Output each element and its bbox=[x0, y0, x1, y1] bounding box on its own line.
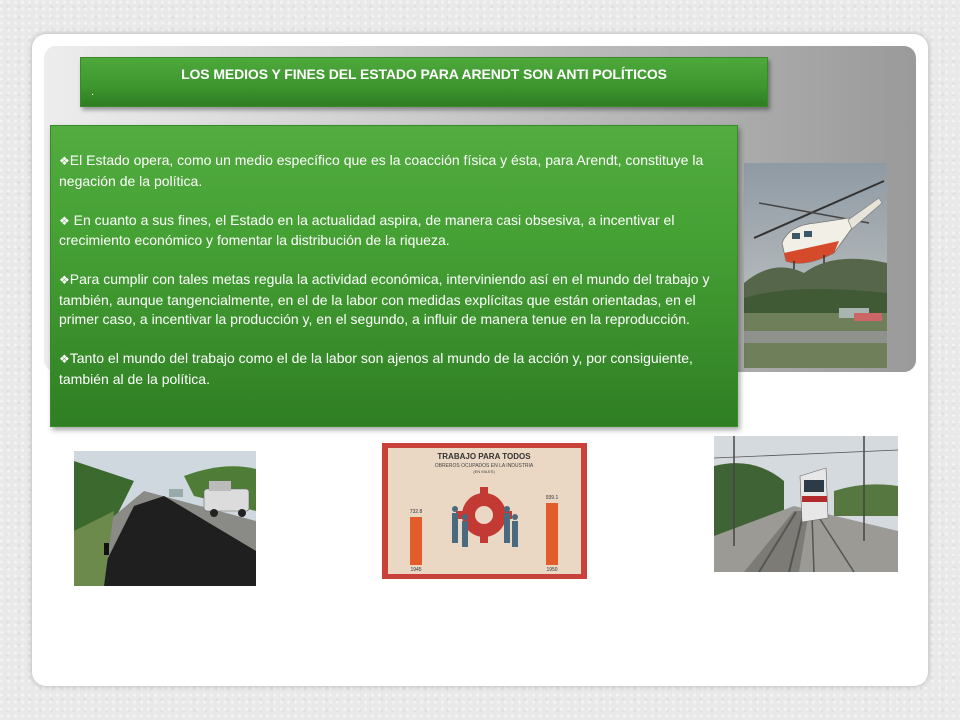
poster-right-year: 1950 bbox=[546, 567, 558, 573]
bullet-diamond-icon: ❖ bbox=[59, 154, 70, 168]
road-paving-photo bbox=[74, 451, 256, 586]
title-dot: . bbox=[91, 86, 95, 98]
bullet-paragraph-3 bbox=[59, 270, 719, 330]
poster-title: TRABAJO PARA TODOS bbox=[437, 452, 531, 461]
helicopter-photo bbox=[744, 163, 887, 368]
paragraph-text: El Estado opera, como un medio específico que es la coacción física y ésta, para Arendt, constituye la negación de la política. bbox=[59, 152, 704, 189]
paragraph-text: Para cumplir con tales metas regula la actividad económica, interviniendo así en el mundo del trabajo y también, aunque tangencialmente, en el de la labor con medidas explícitas que están orientadas, en el primer caso, a incentivar la producción y, en el segundo, a influir de manera tenue en la reproducción. bbox=[59, 271, 710, 327]
paragraph-text: En cuanto a sus fines, el Estado en la actualidad aspira, de manera casi obsesiva, a incentivar el crecimiento económico y fomentar la distribución de la riqueza. bbox=[59, 211, 675, 248]
bullet-paragraph-2 bbox=[59, 211, 719, 251]
poster-left-year: 1945 bbox=[410, 567, 422, 573]
bullet-diamond-icon: ❖ bbox=[59, 213, 70, 228]
poster-unit: (EN MILES) bbox=[473, 469, 495, 474]
trabajo-para-todos-poster bbox=[382, 443, 587, 579]
poster-right-value: 939.1 bbox=[545, 495, 559, 501]
bullet-paragraph-1 bbox=[59, 151, 719, 191]
poster-right-bar bbox=[546, 503, 558, 565]
bullet-paragraph-4 bbox=[59, 349, 719, 389]
poster-left-bar bbox=[410, 517, 422, 565]
train-photo bbox=[714, 436, 898, 572]
bullet-diamond-icon: ❖ bbox=[59, 352, 70, 366]
slide-title: LOS MEDIOS Y FINES DEL ESTADO PARA ARENDT SON ANTI POLÍTICOS bbox=[181, 66, 667, 82]
poster-subtitle: OBREROS OCUPADOS EN LA INDUSTRIA bbox=[434, 463, 534, 469]
poster-left-value: 732.8 bbox=[409, 509, 423, 515]
title-banner bbox=[80, 57, 768, 107]
bullet-diamond-icon: ❖ bbox=[59, 273, 70, 287]
paragraph-text: Tanto el mundo del trabajo como el de la labor son ajenos al mundo de la acción y, por consiguiente, también al de la política. bbox=[59, 350, 693, 387]
content-box bbox=[50, 125, 738, 427]
